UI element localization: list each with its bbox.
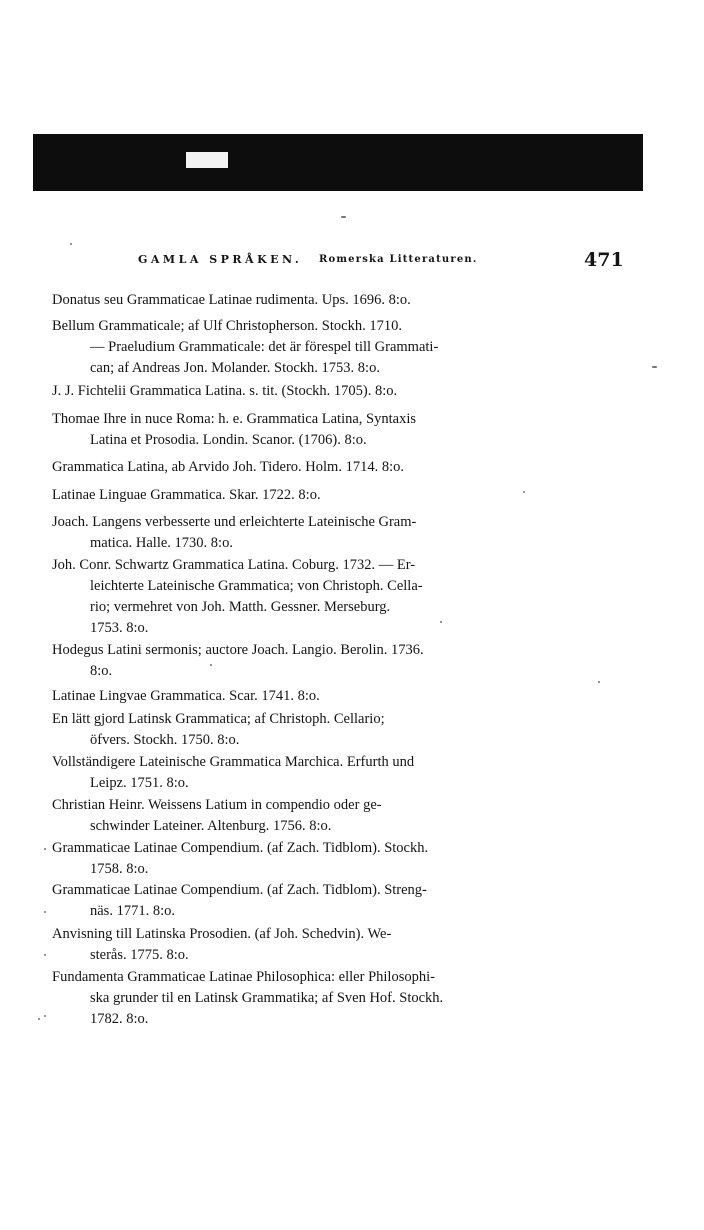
entry-line: Latinae Lingvae Grammatica. Scar. 1741. 8:o.: [52, 688, 320, 704]
entry-line: Anvisning till Latinska Prosodien. (af Joh. Schedvin). We-: [52, 926, 392, 942]
entry-line: Grammatica Latina, ab Arvido Joh. Tidero. Holm. 1714. 8:o.: [52, 459, 404, 475]
entry-line: sterås. 1775. 8:o.: [90, 947, 189, 963]
entry-line: Bellum Grammaticale; af Ulf Christopherson. Stockh. 1710.: [52, 318, 402, 334]
entry-hodegus: [52, 640, 627, 682]
entry-bellum-grammaticale: [52, 316, 627, 379]
entry-line: Grammaticae Latinae Compendium. (af Zach. Tidblom). Stockh.: [52, 840, 429, 856]
entry-line: Grammaticae Latinae Compendium. (af Zach. Tidblom). Streng-: [52, 882, 427, 898]
entry-line: J. J. Fichtelii Grammatica Latina. s. tit. (Stockh. 1705). 8:o.: [52, 383, 398, 399]
speck: [652, 366, 657, 368]
entry-line: 8:o.: [90, 663, 113, 679]
entry-line: rio; vermehret von Joh. Matth. Gessner. Merseburg.: [90, 599, 391, 615]
entry-ihre: [52, 409, 627, 451]
entry-line: Christian Heinr. Weissens Latium in compendio oder ge-: [52, 797, 382, 813]
scan-black-bar: [33, 134, 643, 191]
header-title: GAMLA SPRÅKEN.: [138, 253, 303, 266]
entry-line: Fundamenta Grammaticae Latinae Philosophica: eller Philosophi-: [52, 969, 435, 985]
entry-scar-1741: [52, 686, 627, 707]
entry-langens: [52, 512, 627, 554]
entry-line: Joh. Conr. Schwartz Grammatica Latina. Coburg. 1732. — Er-: [52, 557, 416, 573]
entry-tidero: [52, 457, 627, 478]
entry-donatus: [52, 290, 627, 311]
entry-line: Hodegus Latini sermonis; auctore Joach. Langio. Berolin. 1736.: [52, 642, 424, 658]
entry-schwartz: [52, 555, 627, 639]
entry-line: 1758. 8:o.: [90, 861, 149, 877]
entry-line: 1753. 8:o.: [90, 620, 149, 636]
entry-line: — Praeludium Grammaticale: det är förespel till Grammati-: [90, 339, 439, 355]
entry-line: öfvers. Stockh. 1750. 8:o.: [90, 732, 240, 748]
running-header: [138, 249, 624, 271]
entry-line: Latinae Linguae Grammatica. Skar. 1722. 8:o.: [52, 487, 321, 503]
page-number: 471: [584, 249, 624, 271]
speck: [70, 243, 72, 245]
entry-compendium-stockh: [52, 838, 627, 880]
entry-line: schwinder Lateiner. Altenburg. 1756. 8:o.: [90, 818, 332, 834]
entry-latt-gjord: [52, 709, 627, 751]
entry-marchica: [52, 752, 627, 794]
entry-line: matica. Halle. 1730. 8:o.: [90, 535, 233, 551]
speck: [44, 911, 46, 913]
entry-fichtelii: [52, 381, 627, 402]
entry-line: Vollständigere Lateinische Grammatica Marchica. Erfurth und: [52, 754, 415, 770]
speck: [44, 954, 46, 956]
entry-fundamenta: [52, 967, 627, 1030]
entry-compendium-strengnas: [52, 880, 627, 922]
entry-weissens: [52, 795, 627, 837]
entry-line: leichterte Lateinische Grammatica; von Christoph. Cella-: [90, 578, 423, 594]
entry-anvisning: [52, 924, 627, 966]
entry-line: Thomae Ihre in nuce Roma: h. e. Grammatica Latina, Syntaxis: [52, 411, 416, 427]
entry-line: can; af Andreas Jon. Molander. Stockh. 1753. 8:o.: [90, 360, 380, 376]
entry-line: Leipz. 1751. 8:o.: [90, 775, 189, 791]
speck: [44, 1015, 46, 1017]
entry-line: näs. 1771. 8:o.: [90, 903, 175, 919]
entry-line: Donatus seu Grammaticae Latinae rudimenta. Ups. 1696. 8:o.: [52, 292, 411, 308]
header-subtitle: Romerska Litteraturen.: [319, 254, 478, 265]
entry-line: ska grunder til en Latinsk Grammatika; af Sven Hof. Stockh.: [90, 990, 444, 1006]
scan-bar-tab: [186, 152, 228, 168]
speck: [341, 216, 346, 218]
entry-line: En lätt gjord Latinsk Grammatica; af Christoph. Cellario;: [52, 711, 385, 727]
entry-line: 1782. 8:o.: [90, 1011, 149, 1027]
speck: [44, 848, 46, 850]
entry-line: Joach. Langens verbesserte und erleichterte Lateinische Gram-: [52, 514, 417, 530]
entry-line: Latina et Prosodia. Londin. Scanor. (1706). 8:o.: [90, 432, 367, 448]
entry-skar-1722: [52, 485, 627, 506]
speck: [38, 1018, 40, 1020]
